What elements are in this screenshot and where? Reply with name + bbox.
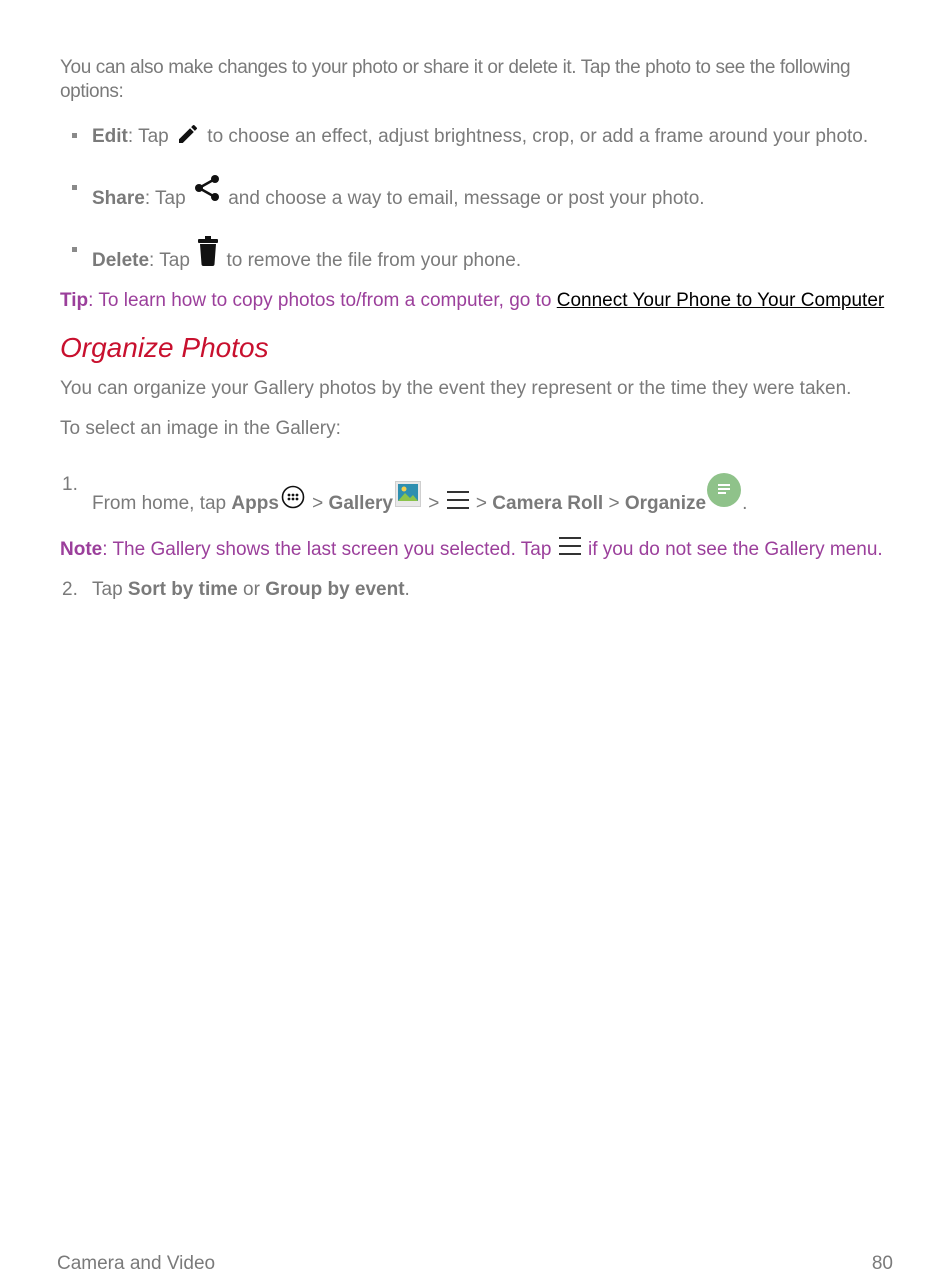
note-label: Note (60, 539, 103, 560)
step-number: 2. (62, 579, 78, 600)
option-label: Edit (92, 126, 128, 147)
option-text: and choose a way to email, message or post your photo. (222, 188, 705, 209)
option-label: Delete (92, 250, 150, 271)
step-item (60, 578, 900, 602)
gallery-label: Gallery (328, 493, 393, 514)
steps-list (60, 473, 900, 516)
footer-section-title: Camera and Video (57, 1253, 216, 1274)
section-title: Organize Photos (60, 332, 269, 363)
group-by-event-label: Group by event (265, 579, 405, 600)
bullet-icon (72, 133, 77, 138)
menu-icon (559, 534, 581, 558)
option-text: : Tap (144, 188, 191, 209)
note-text: if you do not see the Gallery menu. (582, 539, 883, 560)
intro-paragraph: You can also make changes to your photo or share it or delete it. Tap the photo to see the following options: (60, 57, 851, 102)
option-text: to remove the file from your phone. (221, 250, 522, 271)
organize-label: Organize (624, 493, 707, 514)
step-text: > (422, 493, 445, 514)
step-text: . (742, 493, 748, 514)
organize-icon (707, 473, 741, 507)
camera-roll-label: Camera Roll (492, 493, 604, 514)
option-share (60, 174, 900, 211)
tip-label: Tip (60, 290, 89, 311)
select-image-paragraph: To select an image in the Gallery: (60, 418, 341, 439)
menu-icon (447, 488, 469, 512)
step-text: From home, tap (92, 493, 232, 514)
trash-icon (197, 236, 219, 266)
option-edit (60, 122, 900, 149)
step-text: > (470, 493, 493, 514)
bullet-icon (72, 185, 77, 190)
option-text: : Tap (149, 250, 196, 271)
note-text: : The Gallery shows the last screen you selected. Tap (102, 539, 557, 560)
step-text: . (404, 579, 410, 600)
apps-label: Apps (231, 493, 279, 514)
bullet-icon (72, 247, 77, 252)
organize-paragraph: You can organize your Gallery photos by the event they represent or the time they were taken. (60, 378, 852, 399)
share-icon (193, 174, 221, 202)
option-text: : Tap (127, 126, 175, 147)
step-text: > (306, 493, 329, 514)
step-item (60, 473, 900, 516)
step-text: Tap (92, 579, 128, 600)
step-text: > (603, 493, 625, 514)
page-content (60, 56, 900, 602)
options-list (60, 122, 900, 273)
steps-list-continued (60, 578, 900, 602)
pencil-icon (176, 122, 200, 146)
tip-paragraph (60, 289, 900, 313)
option-text: to choose an effect, adjust brightness, crop, or add a frame around your photo. (202, 126, 869, 147)
gallery-icon (395, 481, 421, 507)
apps-icon (281, 485, 305, 509)
option-label: Share (92, 188, 145, 209)
tip-text: : To learn how to copy photos to/from a computer, go to (88, 290, 557, 311)
computer-connection-link[interactable]: Connect Your Phone to Your Computer (556, 290, 885, 311)
page-number: 80 (871, 1253, 893, 1274)
option-delete (60, 236, 900, 273)
sort-by-time-label: Sort by time (127, 579, 238, 600)
note-paragraph (60, 534, 900, 562)
step-text: or (237, 579, 266, 600)
step-number: 1. (62, 474, 78, 495)
